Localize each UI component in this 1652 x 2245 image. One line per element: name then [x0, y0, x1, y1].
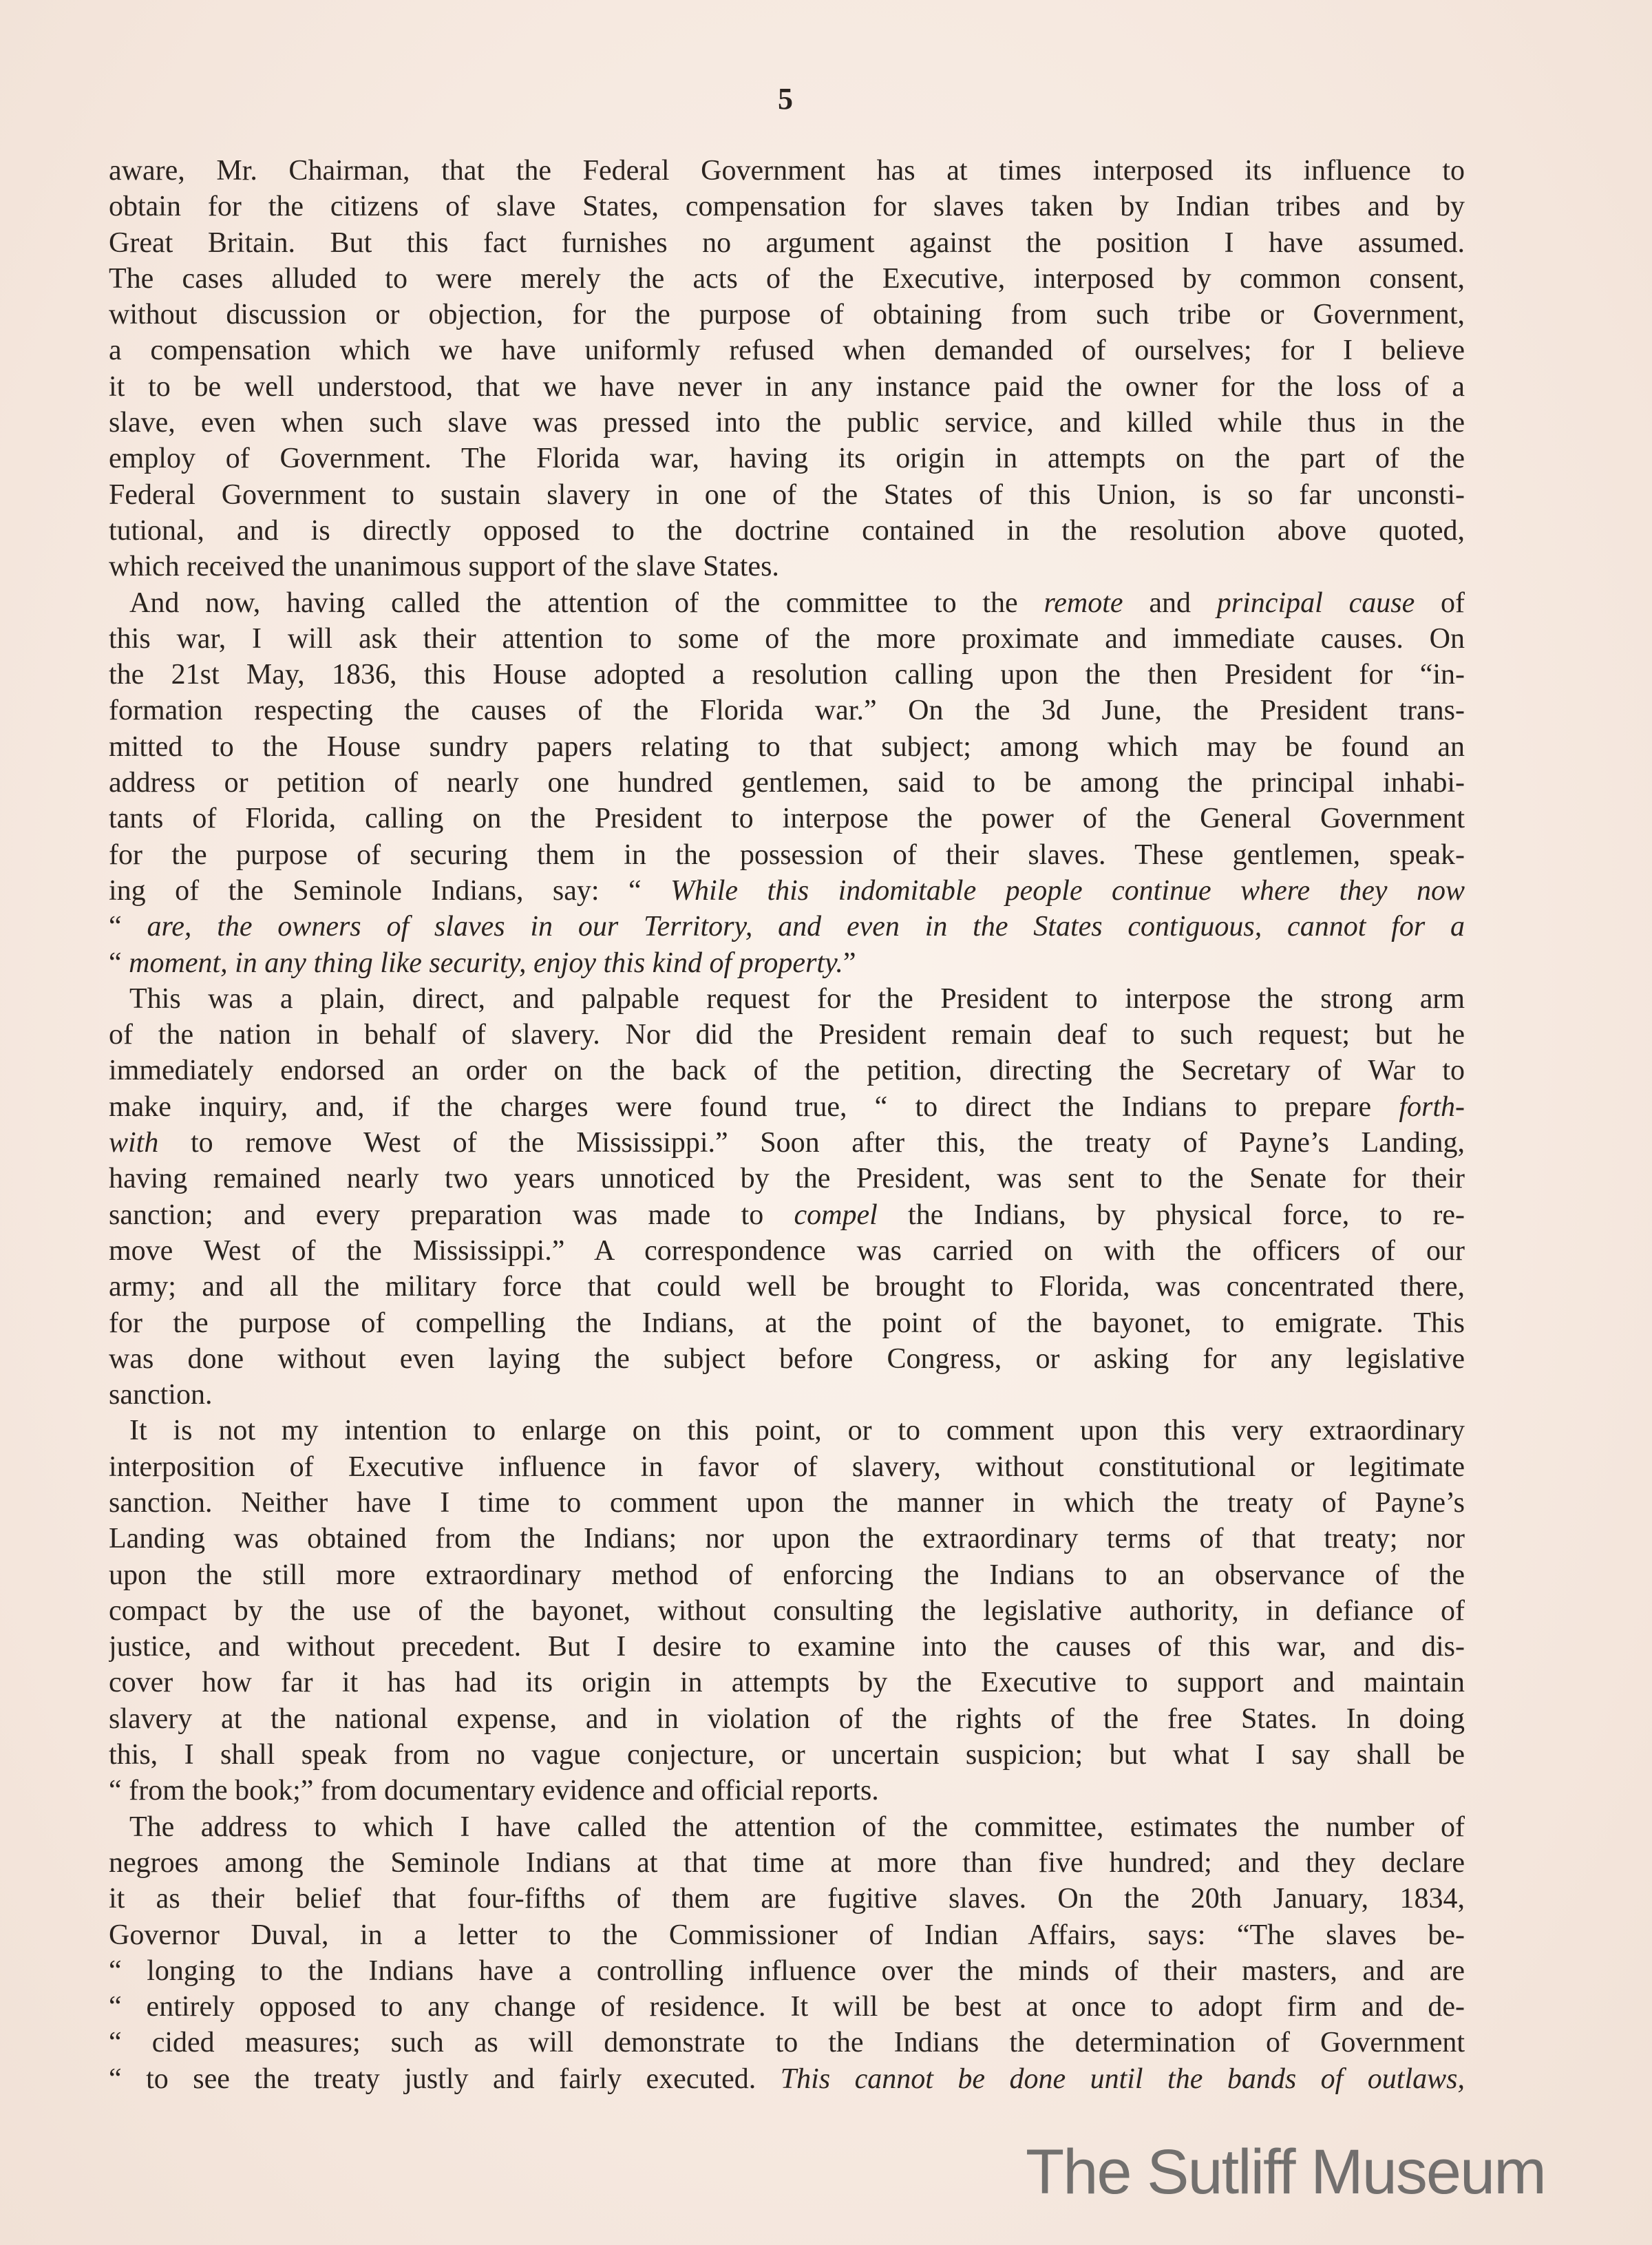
text-line — [109, 549, 1465, 584]
paragraph — [109, 1809, 1465, 2097]
text-segment: the 21st May, 1836, this House adopted a resolution calling upon the then President for “in- — [109, 659, 1465, 691]
text-segment: “ cided measures; such as will demonstrate to the Indians the determination of Government — [109, 2027, 1465, 2059]
text-segment: without discussion or objection, for the purpose of obtaining from such tribe or Government, — [109, 299, 1465, 331]
text-line — [109, 441, 1465, 476]
text-line — [109, 801, 1465, 836]
text-line — [109, 369, 1465, 405]
text-line — [109, 1269, 1465, 1305]
text-segment: to remove West of the Mississippi.” Soon after this, the treaty of Payne’s Landing, — [158, 1127, 1465, 1159]
italic-text: forth- — [1399, 1090, 1465, 1123]
text-segment: a compensation which we have uniformly refused when demanded of ourselves; for I believe — [109, 335, 1465, 367]
text-segment: tants of Florida, calling on the President to interpose the power of the General Government — [109, 803, 1465, 835]
text-segment: compact by the use of the bayonet, without consulting the legislative authority, in defiance of — [109, 1594, 1465, 1627]
text-segment: ing of the Seminole Indians, say: “ — [109, 874, 671, 907]
text-segment: of the nation in behalf of slavery. Nor did the President remain deaf to such request; but he — [109, 1019, 1465, 1051]
text-segment: mitted to the House sundry papers relating to that subject; among which may be found an — [109, 730, 1465, 763]
text-line — [109, 1089, 1465, 1125]
text-segment: slave, even when such slave was pressed into the public service, and killed while thus in the — [109, 407, 1465, 439]
text-line — [109, 1845, 1465, 1881]
text-line — [109, 945, 1465, 981]
italic-text: are, the owners of slaves in our Territory, and even in the States contiguous, cannot for a — [147, 911, 1465, 943]
text-line — [109, 1413, 1465, 1448]
text-line — [109, 837, 1465, 873]
text-segment: Governor Duval, in a letter to the Commissioner of Indian Affairs, says: “The slaves be- — [109, 1919, 1465, 1951]
text-line — [109, 621, 1465, 657]
text-segment: for the purpose of compelling the Indians, at the point of the bayonet, to emigrate. This — [109, 1307, 1465, 1339]
text-line — [109, 1485, 1465, 1521]
text-segment: and — [1123, 587, 1217, 619]
text-segment: Federal Government to sustain slavery in one of the States of this Union, is so far unconsti- — [109, 478, 1465, 511]
text-segment: The cases alluded to were merely the acts of the Executive, interposed by common consent, — [109, 262, 1465, 295]
text-segment: “ entirely opposed to any change of residence. It will be best at once to adopt firm and de- — [109, 1991, 1465, 2023]
paragraph — [109, 585, 1465, 981]
italic-text: This cannot be done until the bands of outlaws, — [780, 2063, 1465, 2095]
italic-text: moment, in any thing like security, enjoy this kind of property. — [129, 947, 843, 979]
watermark: The Sutliff Museum — [1026, 2137, 1545, 2207]
text-line — [109, 981, 1465, 1017]
text-line — [109, 1629, 1465, 1665]
italic-text: with — [109, 1127, 159, 1159]
text-line — [109, 261, 1465, 297]
text-line — [109, 765, 1465, 801]
text-segment: immediately endorsed an order on the back of the petition, directing the Secretary of War to — [109, 1055, 1465, 1087]
text-segment: cover how far it has had its origin in attempts by the Executive to support and maintain — [109, 1667, 1465, 1699]
text-line — [109, 1917, 1465, 1953]
text-line — [109, 1593, 1465, 1629]
italic-text: principal cause — [1216, 587, 1415, 619]
text-segment: formation respecting the causes of the Florida war.” On the 3d June, the President trans- — [109, 695, 1465, 727]
text-line — [109, 405, 1465, 441]
text-line — [109, 1233, 1465, 1269]
text-segment: sanction. — [109, 1379, 213, 1411]
text-segment: for the purpose of securing them in the possession of their slaves. These gentlemen, speak- — [109, 839, 1465, 871]
text-line — [109, 1305, 1465, 1341]
text-segment: It is not my intention to enlarge on this point, or to comment upon this very extraordinary — [129, 1415, 1465, 1447]
text-segment: aware, Mr. Chairman, that the Federal Government has at times interposed its influence to — [109, 155, 1465, 187]
text-segment: which received the unanimous support of the slave States. — [109, 551, 779, 583]
text-line — [109, 153, 1465, 189]
text-segment: the Indians, by physical force, to re- — [877, 1199, 1465, 1231]
text-segment: it as their belief that four-fifths of them are fugitive slaves. On the 20th January, 1834, — [109, 1883, 1465, 1915]
text-line — [109, 1377, 1465, 1413]
text-line — [109, 189, 1465, 224]
page-number: 5 — [778, 82, 793, 116]
text-line — [109, 1125, 1465, 1161]
text-segment: slavery at the national expense, and in violation of the rights of the free States. In doing — [109, 1703, 1465, 1735]
text-line — [109, 297, 1465, 333]
text-line — [109, 693, 1465, 728]
text-line — [109, 873, 1465, 909]
text-segment: “ from the book;” from documentary evidence and official reports. — [109, 1775, 879, 1807]
text-segment: this war, I will ask their attention to some of the more proximate and immediate causes. On — [109, 622, 1465, 655]
text-segment: “ longing to the Indians have a controlling influence over the minds of their masters, and are — [109, 1954, 1465, 1987]
text-line — [109, 909, 1465, 945]
text-line — [109, 1449, 1465, 1485]
text-line — [109, 729, 1465, 765]
italic-text: remote — [1044, 587, 1123, 619]
paragraph — [109, 1413, 1465, 1809]
text-segment: “ to see the treaty justly and fairly executed. — [109, 2063, 781, 2095]
text-line — [109, 333, 1465, 368]
text-line — [109, 1197, 1465, 1233]
text-segment: sanction. Neither have I time to comment upon the manner in which the treaty of Payne’s — [109, 1486, 1465, 1519]
text-line — [109, 657, 1465, 693]
document-body — [109, 153, 1465, 2097]
text-line — [109, 1053, 1465, 1088]
text-segment: make inquiry, and, if the charges were found true, “ to direct the Indians to prepare — [109, 1090, 1399, 1123]
text-segment: it to be well understood, that we have never in any instance paid the owner for the loss of a — [109, 370, 1465, 403]
text-segment: tutional, and is directly opposed to the doctrine contained in the resolution above quoted, — [109, 514, 1465, 547]
text-line — [109, 1773, 1465, 1809]
italic-text: compel — [794, 1199, 878, 1231]
text-segment: of — [1415, 587, 1465, 619]
text-segment: And now, having called the attention of the committee to the — [129, 587, 1044, 619]
text-segment: sanction; and every preparation was made to — [109, 1199, 794, 1231]
text-line — [109, 1521, 1465, 1557]
text-line — [109, 585, 1465, 621]
text-segment: having remained nearly two years unnoticed by the President, was sent to the Senate for their — [109, 1163, 1465, 1195]
text-segment: move West of the Mississippi.” A correspondence was carried on with the officers of our — [109, 1234, 1465, 1267]
text-segment: army; and all the military force that could well be brought to Florida, was concentrated there, — [109, 1271, 1465, 1303]
text-segment: was done without even laying the subject before Congress, or asking for any legislative — [109, 1342, 1465, 1375]
text-segment: upon the still more extraordinary method of enforcing the Indians to an observance of the — [109, 1559, 1465, 1591]
text-line — [109, 2025, 1465, 2060]
text-segment: negroes among the Seminole Indians at that time at more than five hundred; and they declare — [109, 1846, 1465, 1879]
text-segment: Landing was obtained from the Indians; nor upon the extraordinary terms of that treaty; nor — [109, 1523, 1465, 1555]
text-line — [109, 477, 1465, 513]
text-segment: The address to which I have called the attention of the committee, estimates the number of — [129, 1811, 1465, 1843]
text-line — [109, 225, 1465, 261]
italic-text: While this indomitable people continue where they now — [670, 874, 1465, 907]
text-line — [109, 2061, 1465, 2097]
text-segment: justice, and without precedent. But I desire to examine into the causes of this war, and dis- — [109, 1631, 1465, 1663]
text-segment: interposition of Executive influence in favor of slavery, without constitutional or legitimate — [109, 1451, 1465, 1483]
text-line — [109, 1809, 1465, 1845]
text-line — [109, 1665, 1465, 1700]
text-segment: “ — [109, 911, 147, 943]
text-segment: ” — [843, 947, 856, 979]
text-segment: Great Britain. But this fact furnishes no argument against the position I have assumed. — [109, 226, 1465, 259]
text-line — [109, 1017, 1465, 1053]
text-segment: address or petition of nearly one hundred gentlemen, said to be among the principal inhabi- — [109, 767, 1465, 799]
text-line — [109, 1161, 1465, 1197]
text-segment: this, I shall speak from no vague conjecture, or uncertain suspicion; but what I say shall be — [109, 1739, 1465, 1771]
text-segment: This was a plain, direct, and palpable request for the President to interpose the strong arm — [129, 982, 1465, 1015]
text-line — [109, 1953, 1465, 1989]
text-segment: “ — [109, 947, 129, 979]
text-line — [109, 1881, 1465, 1917]
paragraph — [109, 153, 1465, 585]
text-line — [109, 1701, 1465, 1737]
text-segment: obtain for the citizens of slave States, compensation for slaves taken by Indian tribes and by — [109, 191, 1465, 223]
text-line — [109, 1341, 1465, 1377]
text-segment: employ of Government. The Florida war, having its origin in attempts on the part of the — [109, 443, 1465, 475]
text-line — [109, 513, 1465, 549]
text-line — [109, 1737, 1465, 1773]
text-line — [109, 1989, 1465, 2025]
paragraph — [109, 981, 1465, 1413]
text-line — [109, 1557, 1465, 1593]
